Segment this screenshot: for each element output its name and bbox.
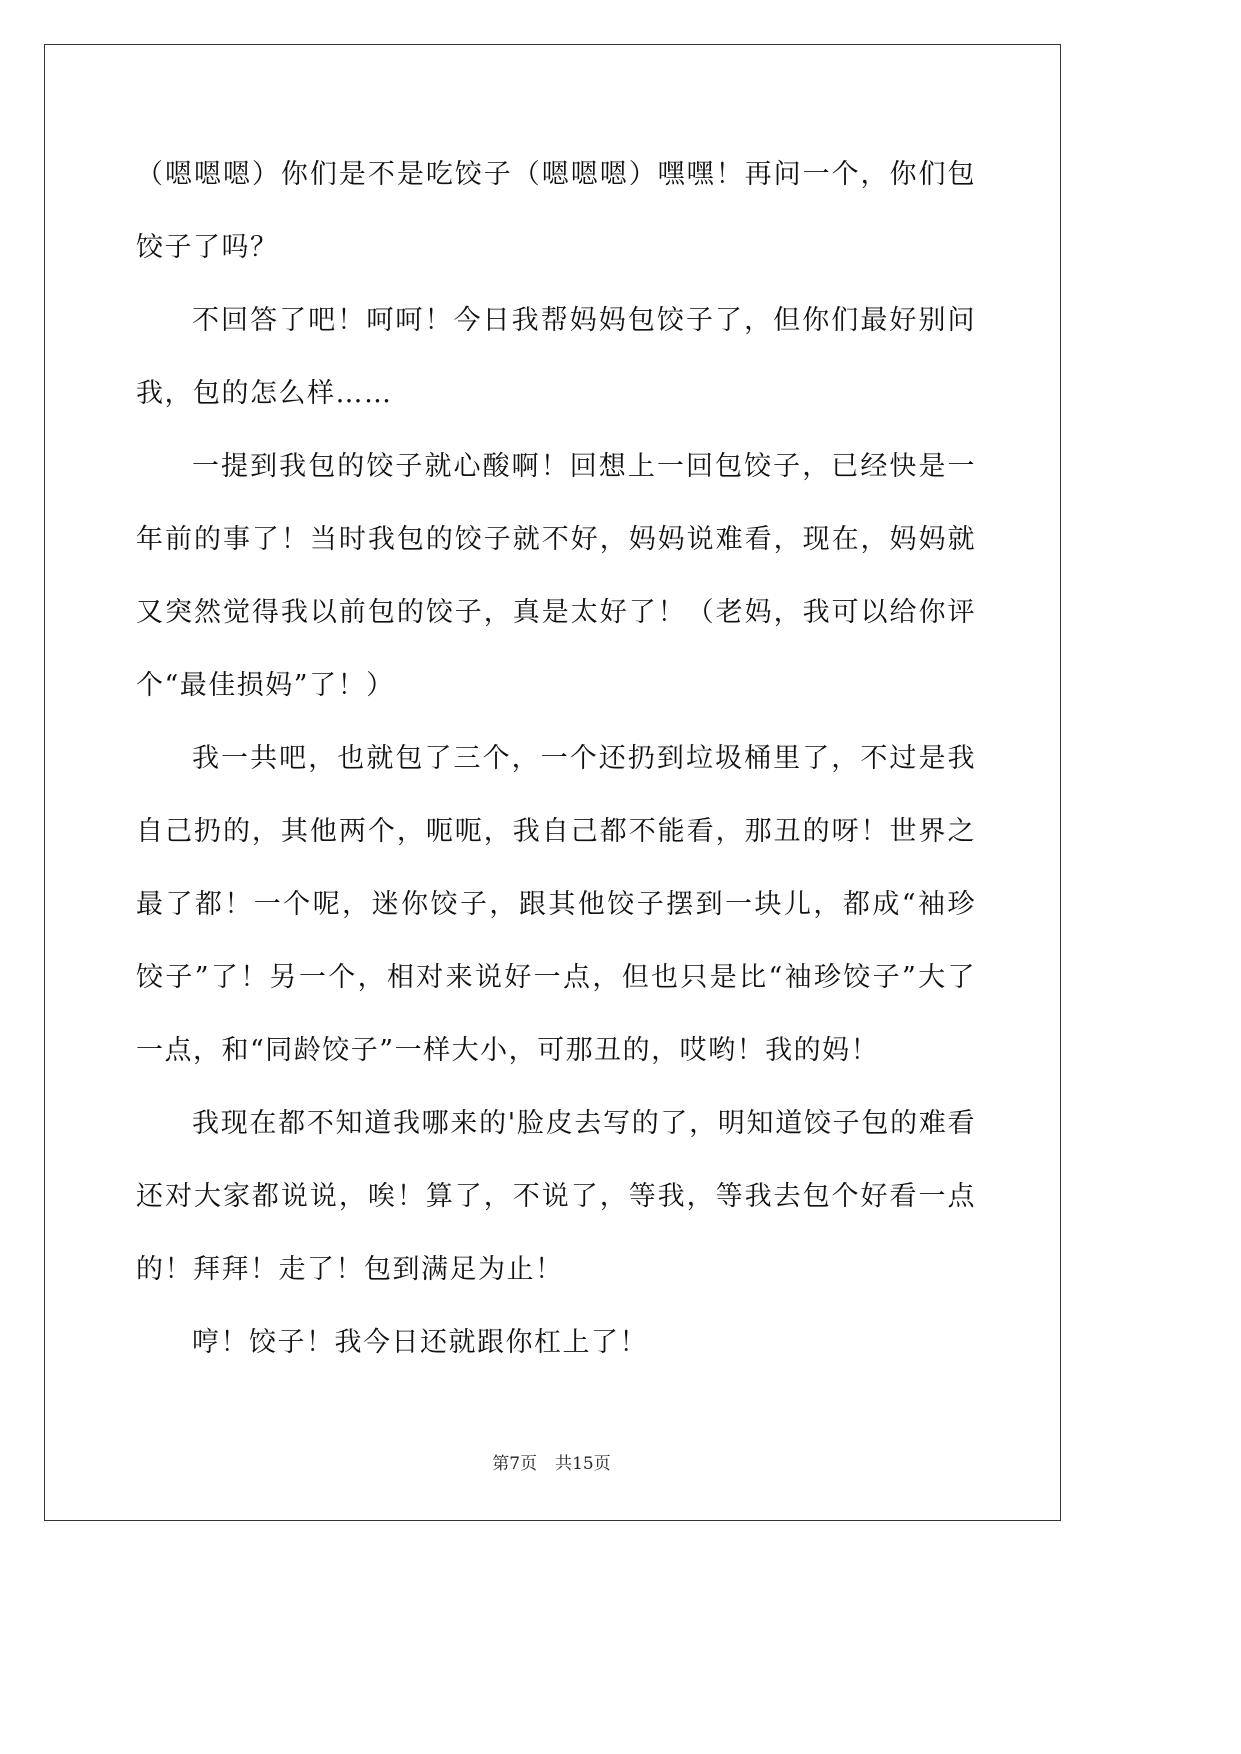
paragraph-1: （嗯嗯嗯）你们是不是吃饺子（嗯嗯嗯）嘿嘿！再问一个，你们包饺子了吗？ (136, 159, 976, 263)
paragraph-2: 不回答了吧！呵呵！今日我帮妈妈包饺子了，但你们最好别问我，包的怎么样…… (136, 305, 976, 409)
document-body (136, 138, 976, 1379)
page-footer (0, 1452, 1103, 1476)
paragraph-4: 我一共吧，也就包了三个，一个还扔到垃圾桶里了，不过是我自己扔的，其他两个，呃呃，我自己都不能看，那丑的呀！世界之最了都！一个呢，迷你饺子，跟其他饺子摆到一块儿，都成“袖珍饺子”了！另一个，相对来说好一点，但也只是比“袖珍饺子”大了一点，和“同龄饺子”一样大小，可那丑的，哎哟！我的妈！ (136, 743, 976, 1066)
page-total: 共15页 (555, 1454, 611, 1474)
paragraph-6: 哼！饺子！我今日还就跟你杠上了！ (192, 1327, 648, 1358)
paragraph-3: 一提到我包的饺子就心酸啊！回想上一回包饺子，已经快是一年前的事了！当时我包的饺子就不好，妈妈说难看，现在，妈妈就又突然觉得我以前包的饺子，真是太好了！（老妈，我可以给你评个“最佳损妈”了！） (136, 451, 976, 701)
page-number: 第7页 (492, 1454, 538, 1474)
paragraph-5: 我现在都不知道我哪来的'脸皮去写的了，明知道饺子包的难看还对大家都说说，唉！算了，不说了，等我，等我去包个好看一点的！拜拜！走了！包到满足为止！ (136, 1108, 976, 1285)
